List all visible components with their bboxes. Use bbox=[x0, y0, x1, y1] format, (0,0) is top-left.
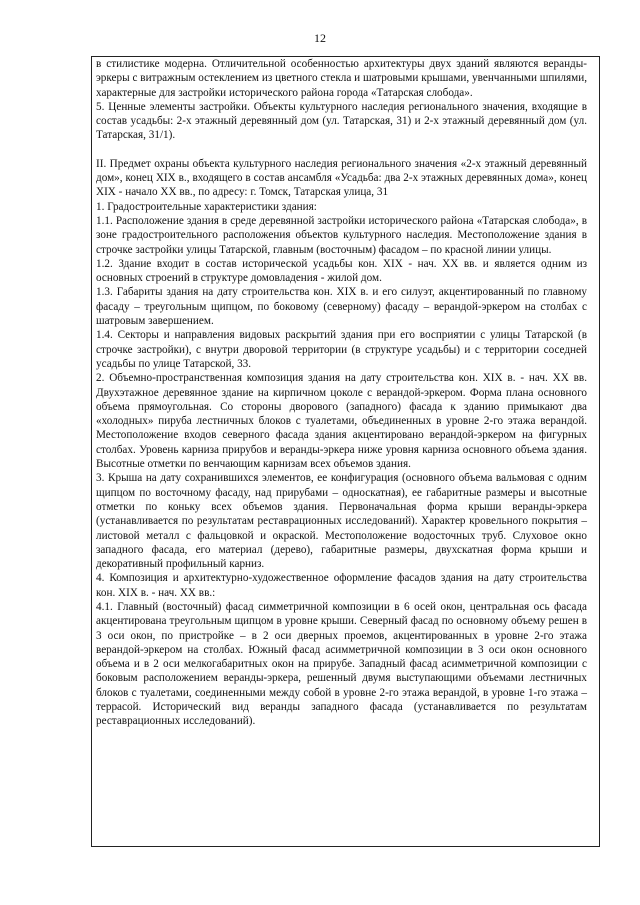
paragraph-1-2: 1.2. Здание входит в состав исторической усадьбы кон. XIX - нач. XX вв. и является одним из основных строений в структуре домовладения - жилой дом. bbox=[96, 257, 587, 285]
paragraph-2-volume-composition: 2. Объемно-пространственная композиция здания на дату строительства кон. XIX в. - нач. XX вв. Двухэтажное деревянное здание на кирпичном цоколе с верандой-эркером. Форма плана основного объема прямоугольная. Со стороны дворового (западного) фасада к зданию примыкают два «холодных» пируба лестничных блоков с туалетами, объединенных в уровне 2-го этажа верандой. Местоположение входов северного фасада здания акцентировано верандой-эркером на фигурных столбах. Уровень карниза прирубов и веранды-эркера ниже уровня карниза основного объема здания. Высотные отметки по венчающим карнизам всех объемов здания. bbox=[96, 372, 587, 471]
document-body bbox=[96, 57, 587, 729]
paragraph-1-3: 1.3. Габариты здания на дату строительства кон. XIX в. и его силуэт, акцентированный по главному фасаду – треугольным щипцом, по боковому (северному) фасаду – верандой-эркером на столбах с шатровым завершением. bbox=[96, 286, 587, 328]
paragraph-urban-characteristics: 1. Градостроительные характеристики здания: bbox=[96, 200, 317, 213]
paragraph-4-1-main-facade: 4.1. Главный (восточный) фасад симметричной композиции в 6 осей окон, центральная ось фасада акцентирована треугольным щипцом в уровне крыши. Северный фасад по основному объему решен в 3 оси окон, по пристройке – в 2 оси дверных проемов, акцентированных в уровне 2-го этажа верандой-эркером на столбах. Южный фасад асимметричной композиции в 3 оси окон основного объема и в 2 оси мелкогабаритных окон на прирубе. Западный фасад асимметричной композиции с боковым расположением веранды-эркера, решенный двумя выступающими объемами лестничных блоков с туалетами, соединенными между собой в уровне 2-го этажа верандой, в уровне 1-го этажа – террасой. Исторический вид веранды западного фасада (устанавливается по результатам реставрационных исследований). bbox=[96, 600, 587, 728]
paragraph-1-4: 1.4. Секторы и направления видовых раскрытий здания при его восприятии с улицы Татарской (в строчке застройки), с внутри дворовой территории (в структуре усадьбы) и с территории соседней усадьбы по улице Татарской, 33. bbox=[96, 329, 587, 370]
section-heading-protection-subject: II. Предмет охраны объекта культурного наследия регионального значения «2-х этажный деревянный дом», конец XIX в., входящего в состав ансамбля «Усадьба: два 2-х этажных деревянных дома», конец XIX - начало XX вв., по адресу: г. Томск, Татарская улица, 31 bbox=[96, 157, 587, 199]
paragraph-1-1: 1.1. Расположение здания в среде деревянной застройки исторического района «Татарская слобода», в зоне градостроительного расположения объектов культурного наследия. Местоположение здания в строчке застройки улицы Татарской, главным (восточным) фасадом – по красной линии улицы. bbox=[96, 214, 587, 256]
paragraph-4-facades: 4. Композиция и архитектурно-художественное оформление фасадов здания на дату строительства кон. XIX в. - нач. XX вв.: bbox=[96, 572, 587, 599]
page-number: 12 bbox=[314, 31, 326, 45]
paragraph-modern-style: в стилистике модерна. Отличительной особенностью архитектуры двух зданий являются веранды-эркеры с витражным остеклением из цветного стекла и шатровыми крышами, увенчанными шпилями, характерные для застройки исторического района города «Татарская слобода». bbox=[96, 58, 587, 99]
paragraph-valuable-elements: 5. Ценные элементы застройки. Объекты культурного наследия регионального значения, входящие в состав усадьбы: 2-х этажный деревянный дом (ул. Татарская, 31) и 2-х этажный деревянный дом (ул. Татарская, 31/1). bbox=[96, 100, 587, 142]
paragraph-3-roof: 3. Крыша на дату сохранившихся элементов, ее конфигурация (основного объема вальмовая с одним щипцом по восточному фасаду, над прирубами – односкатная), ее габаритные размеры и высотные отметки по коньку всех объемов здания. Первоначальная форма крыши веранды-эркера (устанавливается по результатам реставрационных исследований). Характер кровельного покрытия – листовой металл с фальцовкой и окраской. Местоположение водосточных труб. Слуховое окно западного фасада, его материал (дерево), габаритные размеры, двухскатная форма крыши и декоративный профильный карниз. bbox=[96, 472, 587, 571]
